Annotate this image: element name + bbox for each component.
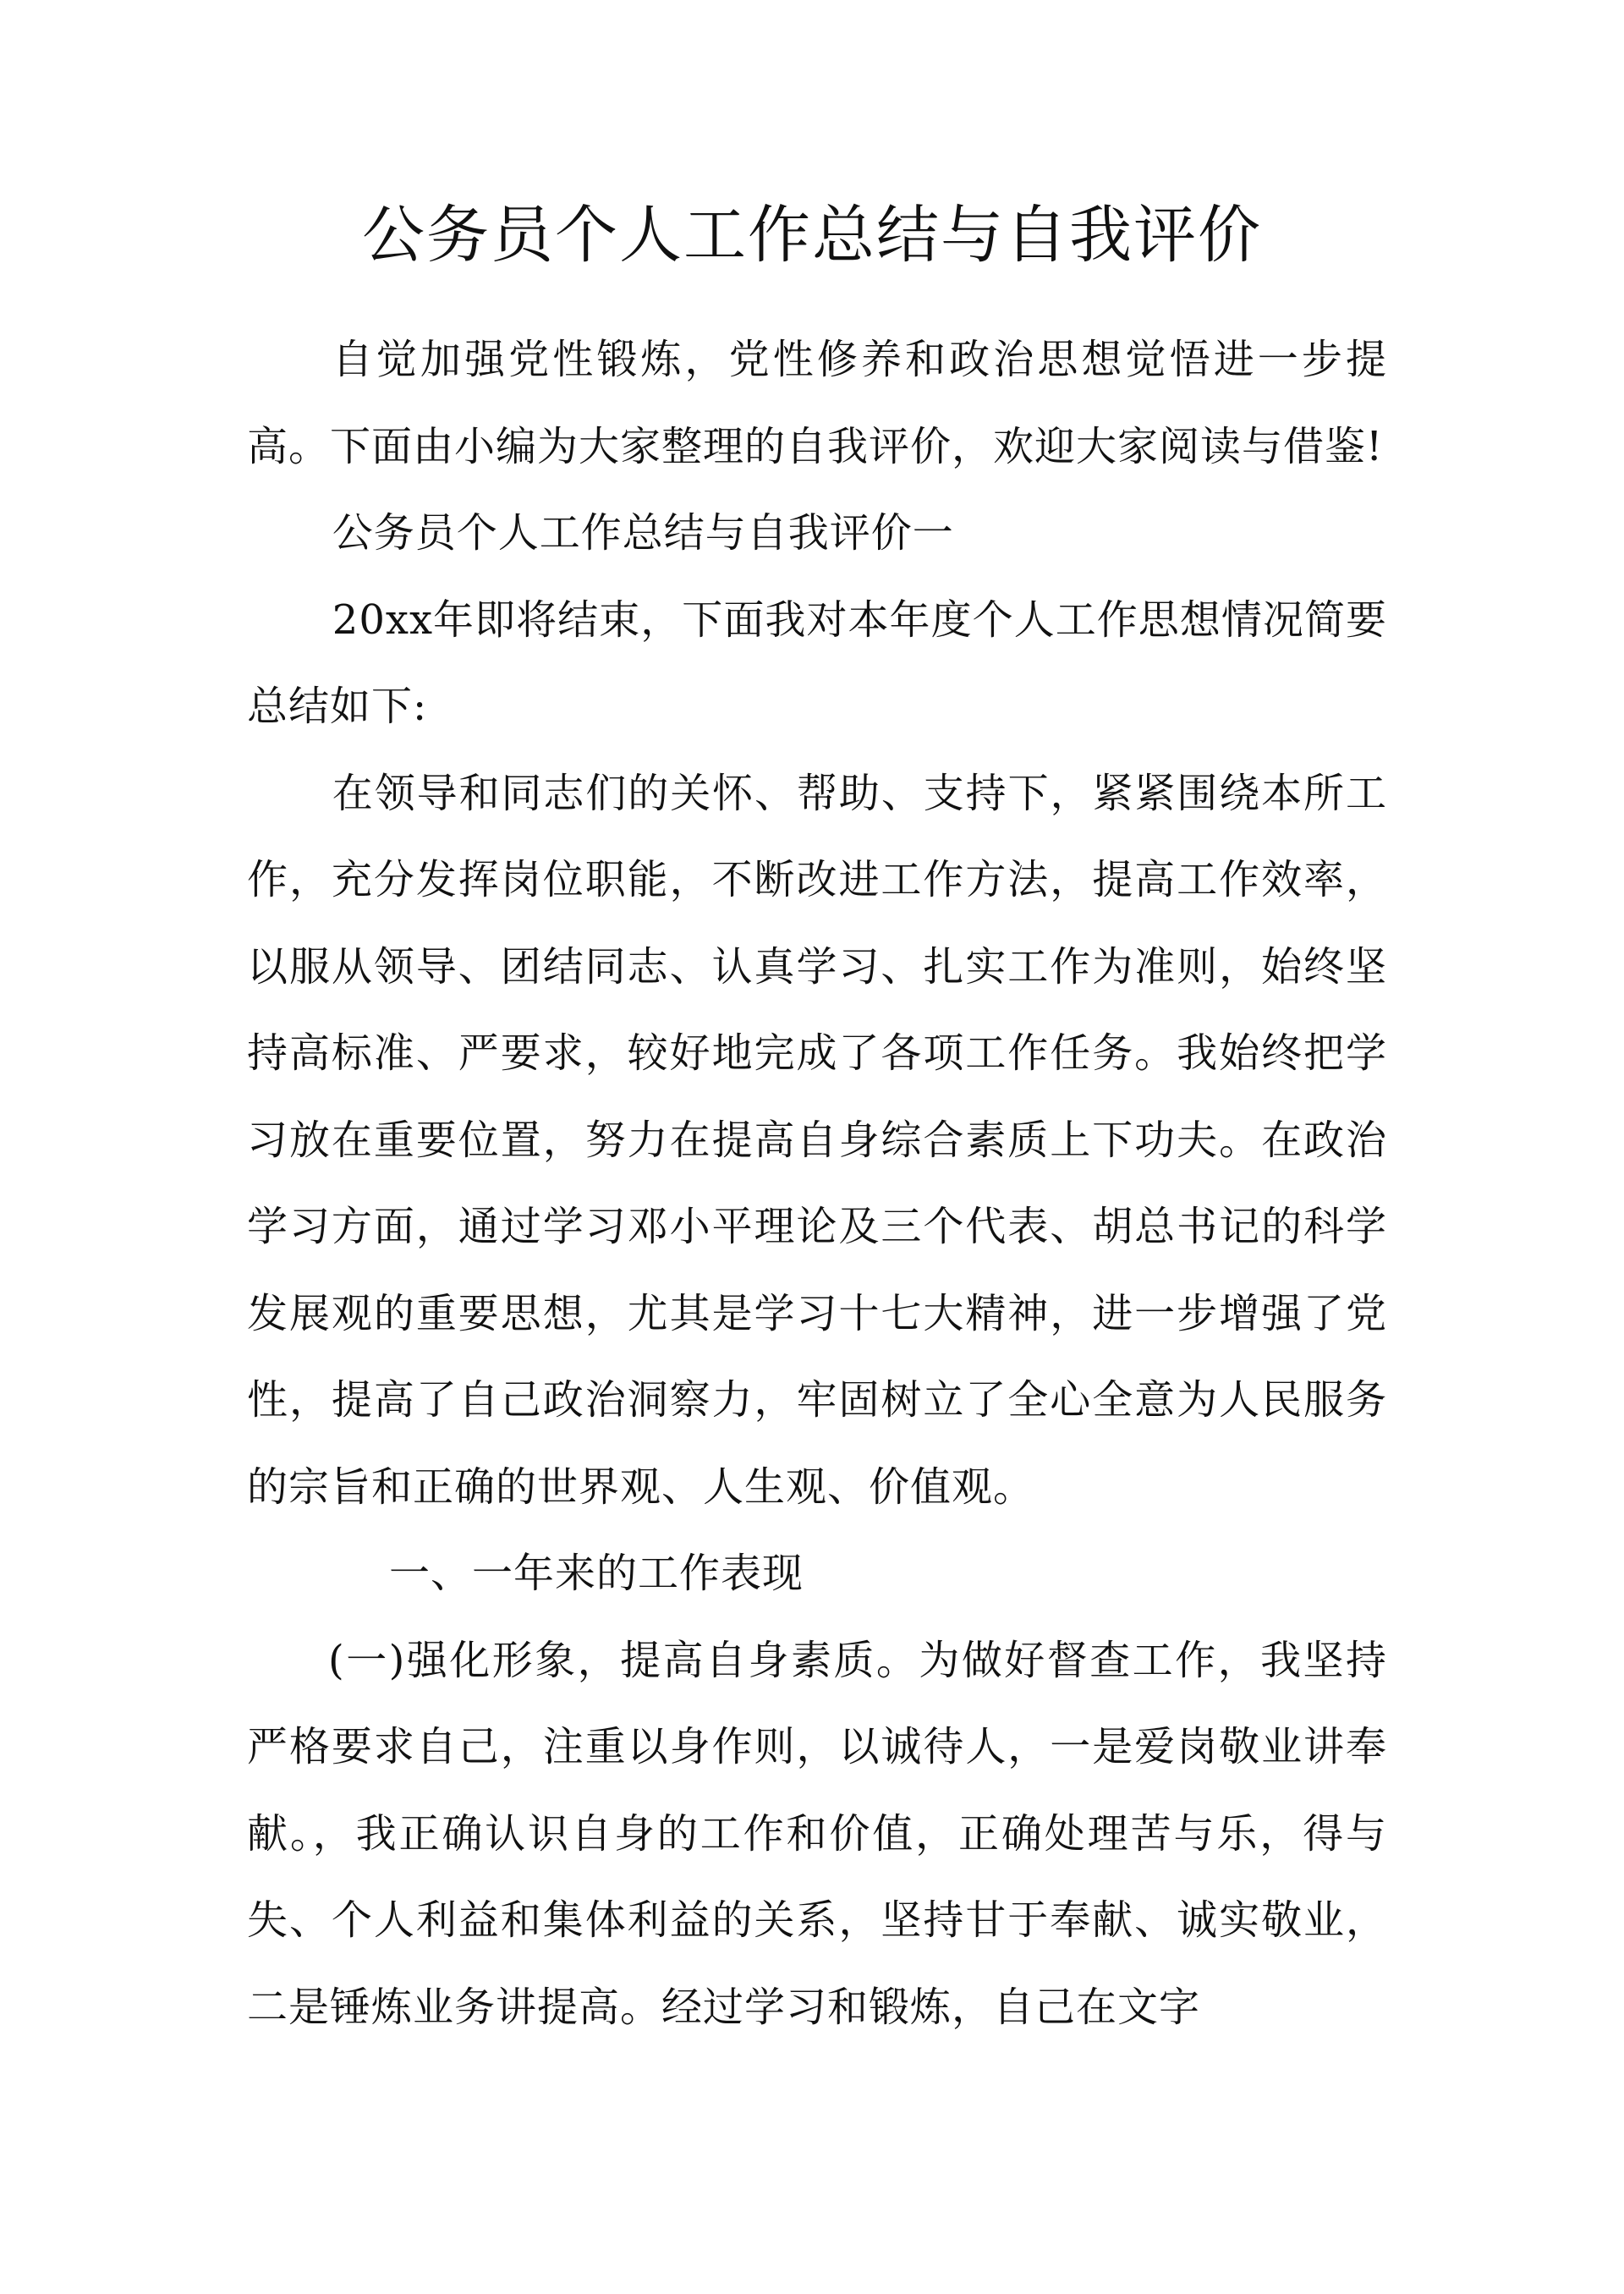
summary-intro-paragraph: 20xx年即将结束，下面我对本年度个人工作思想情况简要总结如下: (247, 595, 1387, 730)
section-title: 公务员个人工作总结与自我评价一 (332, 509, 954, 557)
intro-paragraph: 自觉加强党性锻炼，党性修养和政治思想觉悟进一步提高。下面由小编为大家整理的自我评价，欢迎大家阅读与借鉴! (247, 336, 1387, 470)
document-body (247, 316, 1387, 2050)
work-summary-paragraph: 在领导和同志们的关怀、帮助、支持下，紧紧围绕本所工作，充分发挥岗位职能，不断改进工作方法，提高工作效率，以服从领导、团结同志、认真学习、扎实工作为准则，始终坚持高标准、严要求，较好地完成了各项工作任务。我始终把学习放在重要位置，努力在提高自身综合素质上下功夫。在政治学习方面，通过学习邓小平理论及三个代表、胡总书记的科学发展观的重要思想，尤其是学习十七大精神，进一步增强了党性，提高了自己政治洞察力，牢固树立了全心全意为人民服务的宗旨和正确的世界观、人生观、价值观。 (247, 769, 1387, 1511)
document-title: 公务员个人工作总结与自我评价 (362, 199, 1262, 272)
subsection-heading: 一、一年来的工作表现 (389, 1550, 804, 1597)
work-performance-paragraph: (一)强化形象，提高自身素质。为做好督查工作，我坚持严格要求自己，注重以身作则，以诚待人，一是爱岗敬业讲奉献。，我正确认识自身的工作和价值，正确处理苦与乐，得与失、个人利益和集体利益的关系，坚持甘于奉献、诚实敬业，二是锤炼业务讲提高。经过学习和锻炼，自己在文字 (247, 1636, 1387, 2031)
